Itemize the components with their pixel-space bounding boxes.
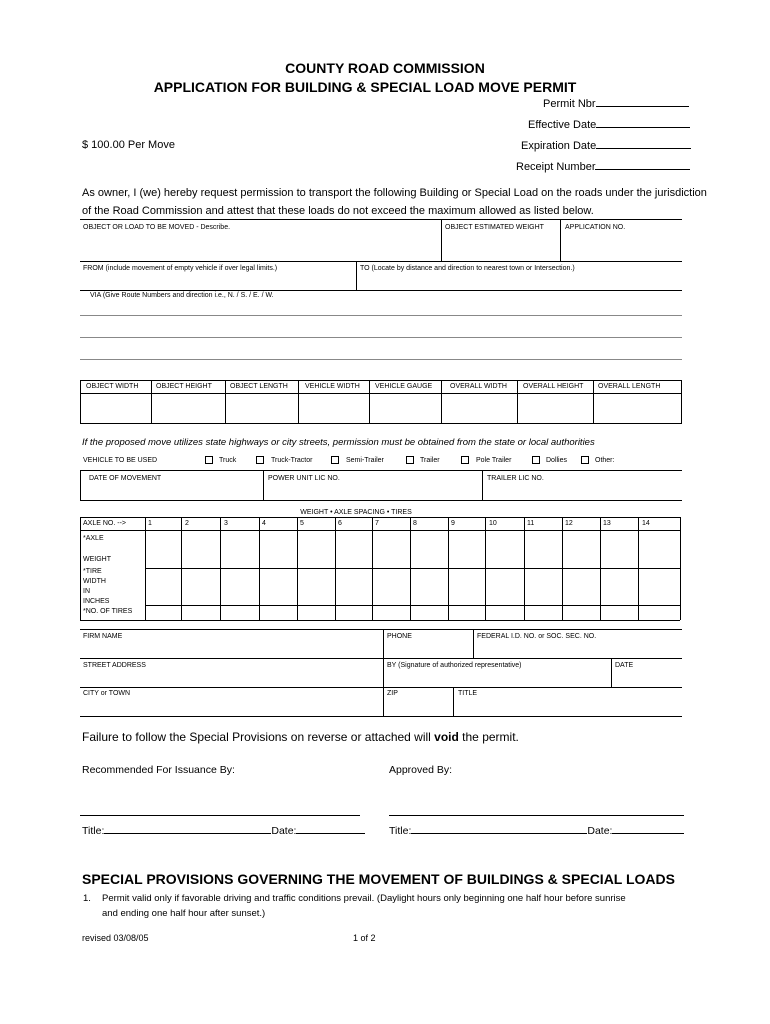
city-town-input[interactable] [80, 700, 382, 714]
date-field-label: Date: [271, 825, 297, 837]
dim-header-overall-length: OVERALL LENGTH [598, 383, 661, 390]
tire-width-label-2: WIDTH [83, 578, 106, 585]
axle-table-title: WEIGHT • AXLE SPACING • TIRES [300, 509, 412, 516]
other-checkbox[interactable] [581, 456, 589, 464]
street-address-label: STREET ADDRESS [83, 662, 146, 669]
firm-name-label: FIRM NAME [83, 633, 123, 640]
application-no-input[interactable] [561, 233, 681, 259]
dollies-label: Dollies [546, 457, 568, 464]
intro-line1: As owner, I (we) hereby request permission to transport the following Building or Special Load on the roads under the jurisdiction [82, 187, 707, 199]
provision-1-number: 1. [83, 893, 91, 904]
intro-line2: of the Road Commission and attest that these loads do not exceed the maximum allowed as listed below. [82, 205, 594, 217]
form-title: COUNTY ROAD COMMISSION [285, 60, 485, 76]
date-of-movement-label: DATE OF MOVEMENT [89, 475, 162, 482]
recommended-label: Recommended For Issuance By: [82, 764, 235, 776]
from-label: FROM (include movement of empty vehicle if over legal limits.) [83, 265, 278, 272]
date-label: DATE [615, 662, 634, 669]
axle-number: 1 [148, 520, 152, 527]
federal-id-label: FEDERAL I.D. NO. or SOC. SEC. NO. [477, 633, 597, 640]
object-weight-input[interactable] [442, 233, 559, 259]
zip-label: ZIP [387, 690, 398, 697]
receipt-number-label: Receipt Number [516, 161, 596, 173]
dim-header-object-width: OBJECT WIDTH [86, 383, 139, 390]
axle-number: 10 [489, 520, 497, 527]
object-length-input[interactable] [226, 394, 297, 422]
pole-trailer-checkbox[interactable] [461, 456, 469, 464]
dollies-checkbox[interactable] [532, 456, 540, 464]
truck-checkbox[interactable] [205, 456, 213, 464]
via-label: VIA (Give Route Numbers and direction i.e., N. / S. / E. / W. [90, 292, 274, 299]
signature-input[interactable] [384, 672, 610, 686]
application-no-label: APPLICATION NO. [565, 224, 626, 231]
date-input[interactable] [612, 672, 681, 686]
vehicle-label: VEHICLE TO BE USED [83, 457, 158, 464]
to-label: TO (Locate by distance and direction to nearest town or Intersection.) [360, 265, 575, 272]
axle-number: 11 [527, 520, 535, 527]
truck-label: Truck [219, 457, 237, 464]
dim-header-object-length: OBJECT LENGTH [230, 383, 288, 390]
effective-date-field[interactable] [528, 118, 690, 131]
vehicle-width-input[interactable] [299, 394, 368, 422]
provision-1-line1: Permit valid only if favorable driving and traffic conditions prevail. (Daylight hours only beginning one half hour before sunrise [102, 893, 626, 904]
dim-header-overall-height: OVERALL HEIGHT [523, 383, 584, 390]
permit-nbr-label: Permit Nbr [543, 98, 596, 110]
axle-weight-label: *AXLE [83, 535, 104, 542]
tire-width-label-3: IN [83, 588, 90, 595]
overall-length-input[interactable] [594, 394, 680, 422]
phone-label: PHONE [387, 633, 412, 640]
axle-number: 9 [451, 520, 455, 527]
firm-name-input[interactable] [80, 643, 382, 657]
via-input[interactable] [80, 301, 682, 359]
semi-trailer-checkbox[interactable] [331, 456, 339, 464]
no-of-tires-label: *NO. OF TIRES [83, 608, 133, 615]
dim-header-object-height: OBJECT HEIGHT [156, 383, 212, 390]
by-signature-label: BY (Signature of authorized representative) [387, 662, 522, 669]
vehicle-gauge-input[interactable] [370, 394, 440, 422]
to-input[interactable] [357, 275, 681, 289]
axle-number: 8 [413, 520, 417, 527]
object-desc-input[interactable] [80, 233, 440, 259]
approved-title-field[interactable] [389, 824, 684, 837]
expiration-date-label: Expiration Date [521, 140, 597, 152]
effective-date-label: Effective Date [528, 119, 597, 131]
power-unit-lic-label: POWER UNIT LIC NO. [268, 475, 340, 482]
trailer-label: Trailer [420, 457, 440, 464]
fee-text: $ 100.00 Per Move [82, 139, 175, 151]
provision-1-line2: and ending one half hour after sunset.) [102, 908, 266, 919]
approved-signature-line[interactable] [389, 795, 684, 814]
trailer-lic-input[interactable] [483, 484, 681, 499]
expiration-date-field[interactable] [521, 139, 691, 152]
recommended-title-field[interactable] [82, 824, 365, 837]
dim-header-vehicle-gauge: VEHICLE GAUGE [375, 383, 433, 390]
tire-width-label-4: INCHES [83, 598, 110, 605]
dim-header-overall-width: OVERALL WIDTH [450, 383, 507, 390]
axle-number: 12 [565, 520, 573, 527]
title-label: TITLE [458, 690, 478, 697]
axle-number: 6 [338, 520, 342, 527]
state-notice: If the proposed move utilizes state highways or city streets, permission must be obtained from the state or local authorities [82, 437, 595, 448]
trailer-checkbox[interactable] [406, 456, 414, 464]
other-label: Other: [595, 457, 615, 464]
axle-number: 3 [224, 520, 228, 527]
approved-label: Approved By: [389, 764, 453, 776]
axle-number: 7 [375, 520, 379, 527]
date-field-label: Date: [587, 825, 613, 837]
receipt-number-field[interactable] [516, 160, 690, 173]
from-input[interactable] [80, 275, 355, 289]
truck-tractor-label: Truck-Tractor [271, 457, 313, 464]
date-of-movement-input[interactable] [81, 484, 262, 499]
axle-number: 5 [300, 520, 304, 527]
street-address-input[interactable] [80, 672, 382, 686]
axle-weight-label-2: WEIGHT [83, 556, 111, 563]
city-town-label: CITY or TOWN [83, 690, 131, 697]
recommended-signature-line[interactable] [80, 795, 360, 814]
title-field-label: Title: [82, 825, 105, 837]
axle-number: 14 [642, 520, 650, 527]
overall-width-input[interactable] [442, 394, 516, 422]
semi-trailer-label: Semi-Trailer [346, 457, 384, 464]
trailer-lic-label: TRAILER LIC NO. [487, 475, 544, 482]
form-subtitle: APPLICATION FOR BUILDING & SPECIAL LOAD MOVE PERMIT [153, 79, 577, 95]
federal-id-input[interactable] [474, 643, 681, 657]
phone-input[interactable] [384, 643, 472, 657]
revised-date: revised 03/08/05 [82, 933, 149, 943]
object-width-input[interactable] [81, 394, 150, 422]
axle-grid-inputs[interactable] [146, 531, 679, 619]
dim-header-vehicle-width: VEHICLE WIDTH [305, 383, 360, 390]
power-unit-lic-input[interactable] [264, 484, 481, 499]
truck-tractor-checkbox[interactable] [256, 456, 264, 464]
title-input[interactable] [454, 700, 681, 714]
axle-number: 13 [603, 520, 611, 527]
pole-trailer-label: Pole Trailer [476, 457, 512, 464]
title-field-label: Title: [389, 825, 412, 837]
object-weight-label: OBJECT ESTIMATED WEIGHT [445, 224, 544, 231]
axle-number: 4 [262, 520, 266, 527]
tire-width-label: *TIRE [83, 568, 102, 575]
axle-number: 2 [185, 520, 189, 527]
failure-notice: Failure to follow the Special Provisions on reverse or attached will void the permit. [82, 730, 519, 744]
permit-nbr-field[interactable] [543, 97, 689, 110]
provisions-heading: SPECIAL PROVISIONS GOVERNING THE MOVEMENT OF BUILDINGS & SPECIAL LOADS [82, 871, 675, 887]
overall-height-input[interactable] [518, 394, 592, 422]
axle-no-label: AXLE NO. --> [83, 520, 126, 527]
page-number: 1 of 2 [353, 933, 376, 943]
zip-input[interactable] [384, 700, 452, 714]
object-desc-label: OBJECT OR LOAD TO BE MOVED - Describe. [83, 224, 231, 231]
object-height-input[interactable] [152, 394, 224, 422]
